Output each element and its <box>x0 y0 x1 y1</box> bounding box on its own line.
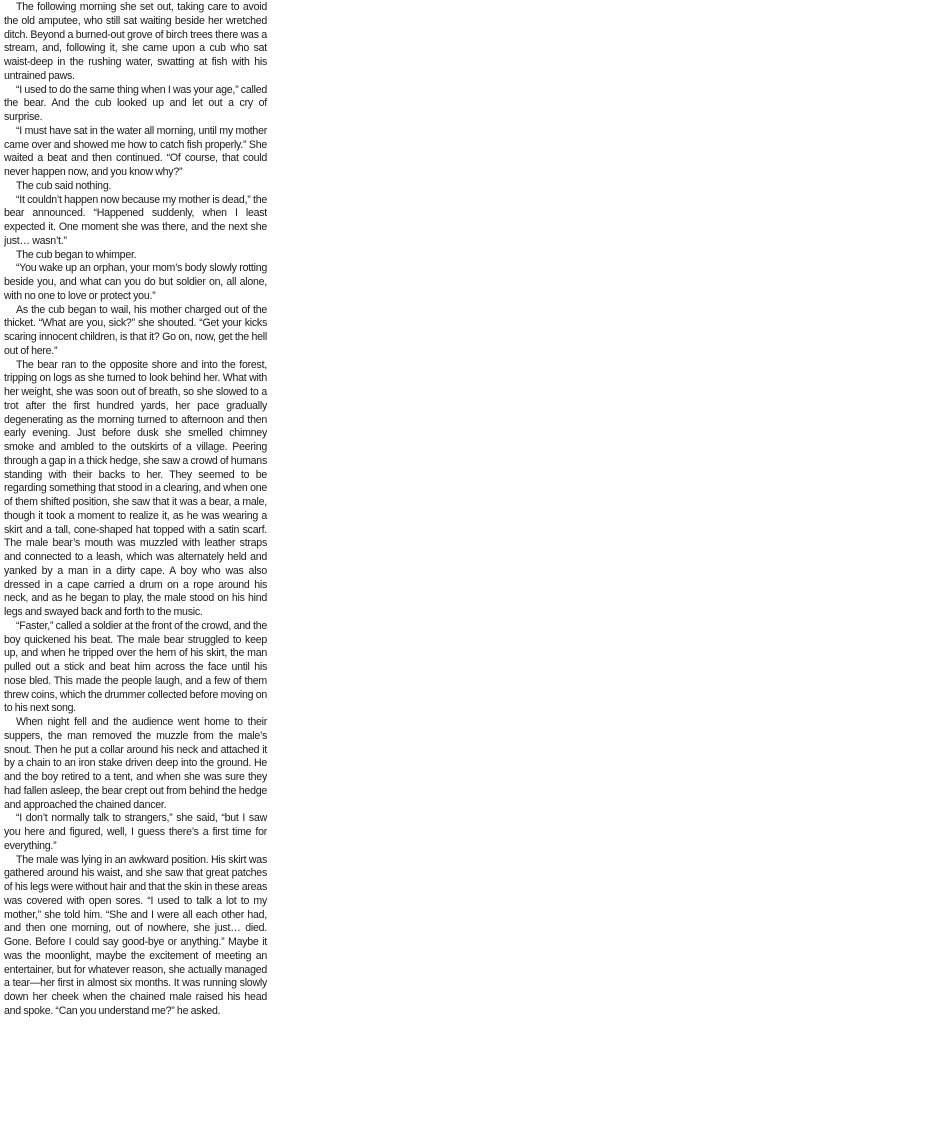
paragraph: “You wake up an orphan, your mom’s body slowly rotting beside you, and what can you do but soldier on, all alone, with no one to love or protect you.” <box>4 262 267 302</box>
paragraph: The following morning she set out, taking care to avoid the old amputee, who still sat waiting beside her wretched ditch. Beyond a burned-out grove of birch trees there was a stream, and, following it, she came upon a cub who sat waist-deep in the rushing water, swatting at fish with his untrained paws. <box>4 1 267 82</box>
paragraph: “I don’t normally talk to strangers,” she said, “but I saw you here and figured, well, I guess there’s a first time for everything.” <box>4 812 267 852</box>
paragraph: “Faster,” called a soldier at the front of the crowd, and the boy quickened his beat. The male bear struggled to keep up, and when he tripped over the hem of his skirt, the man pulled out a stick and beat him across the face until his nose bled. This made the people laugh, and a few of them threw coins, which the drummer collected before moving on to his next song. <box>4 619 267 715</box>
paragraph: When night fell and the audience went home to their suppers, the man removed the muzzle from the male’s snout. Then he put a collar around his neck and attached it by a chain to an iron stake driven deep into the ground. He and the boy retired to a tent, and when she was sure they had fallen asleep, the bear crept out from behind the hedge and approached the chained dancer. <box>4 716 267 811</box>
paragraph: “It couldn’t happen now because my mother is dead,” the bear announced. “Happened suddenly, when I least expected it. One moment she was there, and the next she just… wasn’t.” <box>4 193 267 247</box>
text-column <box>4 1 267 1019</box>
paragraph: The cub said nothing. <box>16 179 112 192</box>
paragraph: The bear ran to the opposite shore and into the forest, tripping on logs as she turned to look behind her. What with her weight, she was soon out of breath, so she slowed to a trot after the first hundred yards, her pace gradually degenerating as the morning turned to afternoon and then early evening. Just before dusk she smelled chimney smoke and ambled to the outskirts of a village. Peering through a gap in a thick hedge, she saw a crowd of humans standing with their backs to her. They seemed to be regarding something that stood in a clearing, and when one of them shifted position, she saw that it was a bear, a male, though it took a moment to realize it, as he was wearing a skirt and a tall, cone-shaped hat topped with a satin scarf. The male bear’s mouth was muzzled with leather straps and connected to a leash, which was alternately held and yanked by a man in a dirty cape. A boy who was also dressed in a cape carried a drum on a rope around his neck, and as he began to play, the male stood on his hind legs and swayed back and forth to the music. <box>4 358 267 618</box>
paragraph: The cub began to whimper. <box>16 248 137 261</box>
paragraph: The male was lying in an awkward position. His skirt was gathered around his waist, and she saw that great patches of his legs were without hair and that the skin in these areas was covered with open sores. “I used to talk a lot to my mother,” she told him. “She and I were all each other had, and then one morning, out of nowhere, she just… died. Gone. Before I could say good-bye or anything.” Maybe it was the moonlight, maybe the excitement of meeting an entertainer, but for whatever reason, she actually managed a tear—her first in almost six months. It was running slowly down her cheek when the chained male raised his head and spoke. “Can you understand me?” he asked. <box>4 853 267 1017</box>
paragraph: As the cub began to wail, his mother charged out of the thicket. “What are you, sick?” she shouted. “Get your kicks scaring innocent children, is that it? Go on, now, get the hell out of here.” <box>4 303 267 357</box>
paragraph: “I used to do the same thing when I was your age,” called the bear. And the cub looked up and let out a cry of surprise. <box>4 83 267 123</box>
paragraph: “I must have sat in the water all morning, until my mother came over and showed me how to catch fish properly.” She waited a beat and then continued. “Of course, that could never happen now, and you know why?” <box>4 124 267 178</box>
